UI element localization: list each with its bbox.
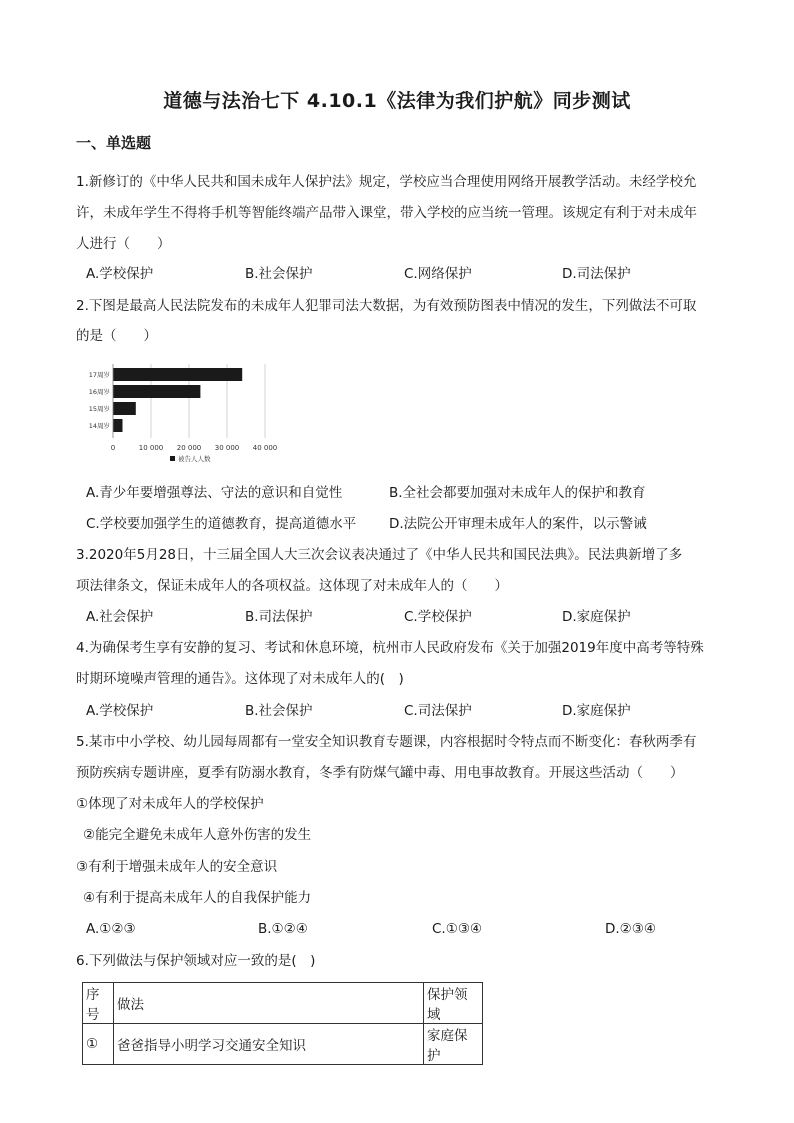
q1-option-b[interactable]: B.社会保护 — [245, 266, 313, 282]
y-tick-label: 16周岁 — [88, 388, 110, 396]
y-tick-label: 17周岁 — [88, 371, 110, 379]
q2-option-b[interactable]: B.全社会都要加强对未成年人的保护和教育 — [389, 485, 646, 501]
q4-line-1: 4.为确保考生享有安静的复习、考试和休息环境，杭州市人民政府发布《关于加强2019年度中高考等特殊 — [76, 640, 704, 656]
bar — [113, 402, 136, 415]
x-tick-label: 30 000 — [214, 444, 240, 452]
q2-line-2: 的是（ ） — [76, 328, 157, 344]
q6-table — [82, 982, 483, 1065]
q2-option-c[interactable]: C.学校要加强学生的道德教育，提高道德水平 — [86, 516, 357, 532]
q3-option-a[interactable]: A.社会保护 — [86, 609, 154, 625]
bar-chart-svg — [76, 362, 296, 464]
y-tick-label: 15周岁 — [88, 405, 110, 413]
q4-option-c[interactable]: C.司法保护 — [404, 703, 472, 719]
q3-line-2: 项法律条文，保证未成年人的各项权益。这体现了对未成年人的（ ） — [76, 578, 508, 594]
q5-option-b[interactable]: B.①②④ — [258, 921, 308, 937]
q5-line-2: 预防疾病专题讲座，夏季有防溺水教育，冬季有防煤气罐中毒、用电事故教育。开展这些活动（ ） — [76, 765, 684, 781]
q5-item-1: ①体现了对未成年人的学校保护 — [76, 796, 264, 812]
q1-line-3: 人进行（ ） — [76, 236, 171, 252]
q1-option-d[interactable]: D.司法保护 — [562, 266, 631, 282]
q2-line-1: 2.下图是最高人民法院发布的未成年人犯罪司法大数据，为有效预防图表中情况的发生，下列做法不可取 — [76, 298, 697, 314]
q1-line-2: 许，未成年学生不得将手机等智能终端产品带入课堂，带入学校的应当统一管理。该规定有利于对未成年 — [76, 205, 697, 221]
bar — [113, 368, 242, 381]
q5-item-4: ④有利于提高未成年人的自我保护能力 — [83, 890, 312, 906]
q5-option-d[interactable]: D.②③④ — [605, 921, 656, 937]
q1-option-a[interactable]: A.学校保护 — [86, 266, 154, 282]
x-tick-label: 10 000 — [138, 444, 164, 452]
q5-line-1: 5.某市中小学校、幼儿园每周都有一堂安全知识教育专题课，内容根据时令特点而不断变化：春秋两季有 — [76, 734, 697, 750]
page-title: 道德与法治七下 4.10.1《法律为我们护航》同步测试 — [163, 90, 631, 112]
q2-option-a[interactable]: A.青少年要增强尊法、守法的意识和自觉性 — [86, 485, 343, 501]
x-tick-label: 40 000 — [252, 444, 278, 452]
table-cell: 家庭保护 — [424, 1024, 483, 1065]
q5-option-a[interactable]: A.①②③ — [86, 921, 136, 937]
bar-chart — [76, 362, 296, 468]
q2-option-d[interactable]: D.法院公开审理未成年人的案件，以示警诫 — [389, 516, 647, 532]
table-header-row — [83, 983, 483, 1024]
q4-option-b[interactable]: B.社会保护 — [245, 703, 313, 719]
table-header-cell: 做法 — [114, 983, 424, 1024]
bar — [113, 385, 200, 398]
q5-option-c[interactable]: C.①③④ — [432, 921, 483, 937]
table-cell: 爸爸指导小明学习交通安全知识 — [114, 1024, 424, 1065]
table-header-cell: 保护领域 — [424, 983, 483, 1024]
q3-line-1: 3.2020年5月28日，十三届全国人大三次会议表决通过了《中华人民共和国民法典》。民法典新增了多 — [76, 547, 683, 563]
x-tick-label: 20 000 — [176, 444, 202, 452]
q4-line-2: 时期环境噪声管理的通告》。这体现了对未成年人的( ) — [76, 671, 404, 687]
bar — [113, 419, 123, 432]
table-cell: ① — [83, 1024, 114, 1065]
q5-item-3: ③有利于增强未成年人的安全意识 — [76, 859, 278, 875]
q4-option-a[interactable]: A.学校保护 — [86, 703, 154, 719]
y-tick-label: 14周岁 — [88, 422, 110, 430]
q1-option-c[interactable]: C.网络保护 — [404, 266, 472, 282]
x-tick-label: 0 — [110, 444, 116, 452]
section-heading: 一、单选题 — [76, 134, 152, 152]
q5-item-2: ②能完全避免未成年人意外伤害的发生 — [83, 827, 312, 843]
q3-option-d[interactable]: D.家庭保护 — [562, 609, 631, 625]
legend-label: 被告人人数 — [178, 455, 211, 463]
table-header-cell: 序号 — [83, 983, 114, 1024]
q4-option-d[interactable]: D.家庭保护 — [562, 703, 631, 719]
q3-option-c[interactable]: C.学校保护 — [404, 609, 472, 625]
legend-swatch — [170, 456, 175, 461]
q6-line-1: 6.下列做法与保护领域对应一致的是( ) — [76, 953, 316, 969]
q3-option-b[interactable]: B.司法保护 — [245, 609, 313, 625]
table-row — [83, 1024, 483, 1065]
q1-line-1: 1.新修订的《中华人民共和国未成年人保护法》规定，学校应当合理使用网络开展教学活动。未经学校允 — [76, 174, 697, 190]
